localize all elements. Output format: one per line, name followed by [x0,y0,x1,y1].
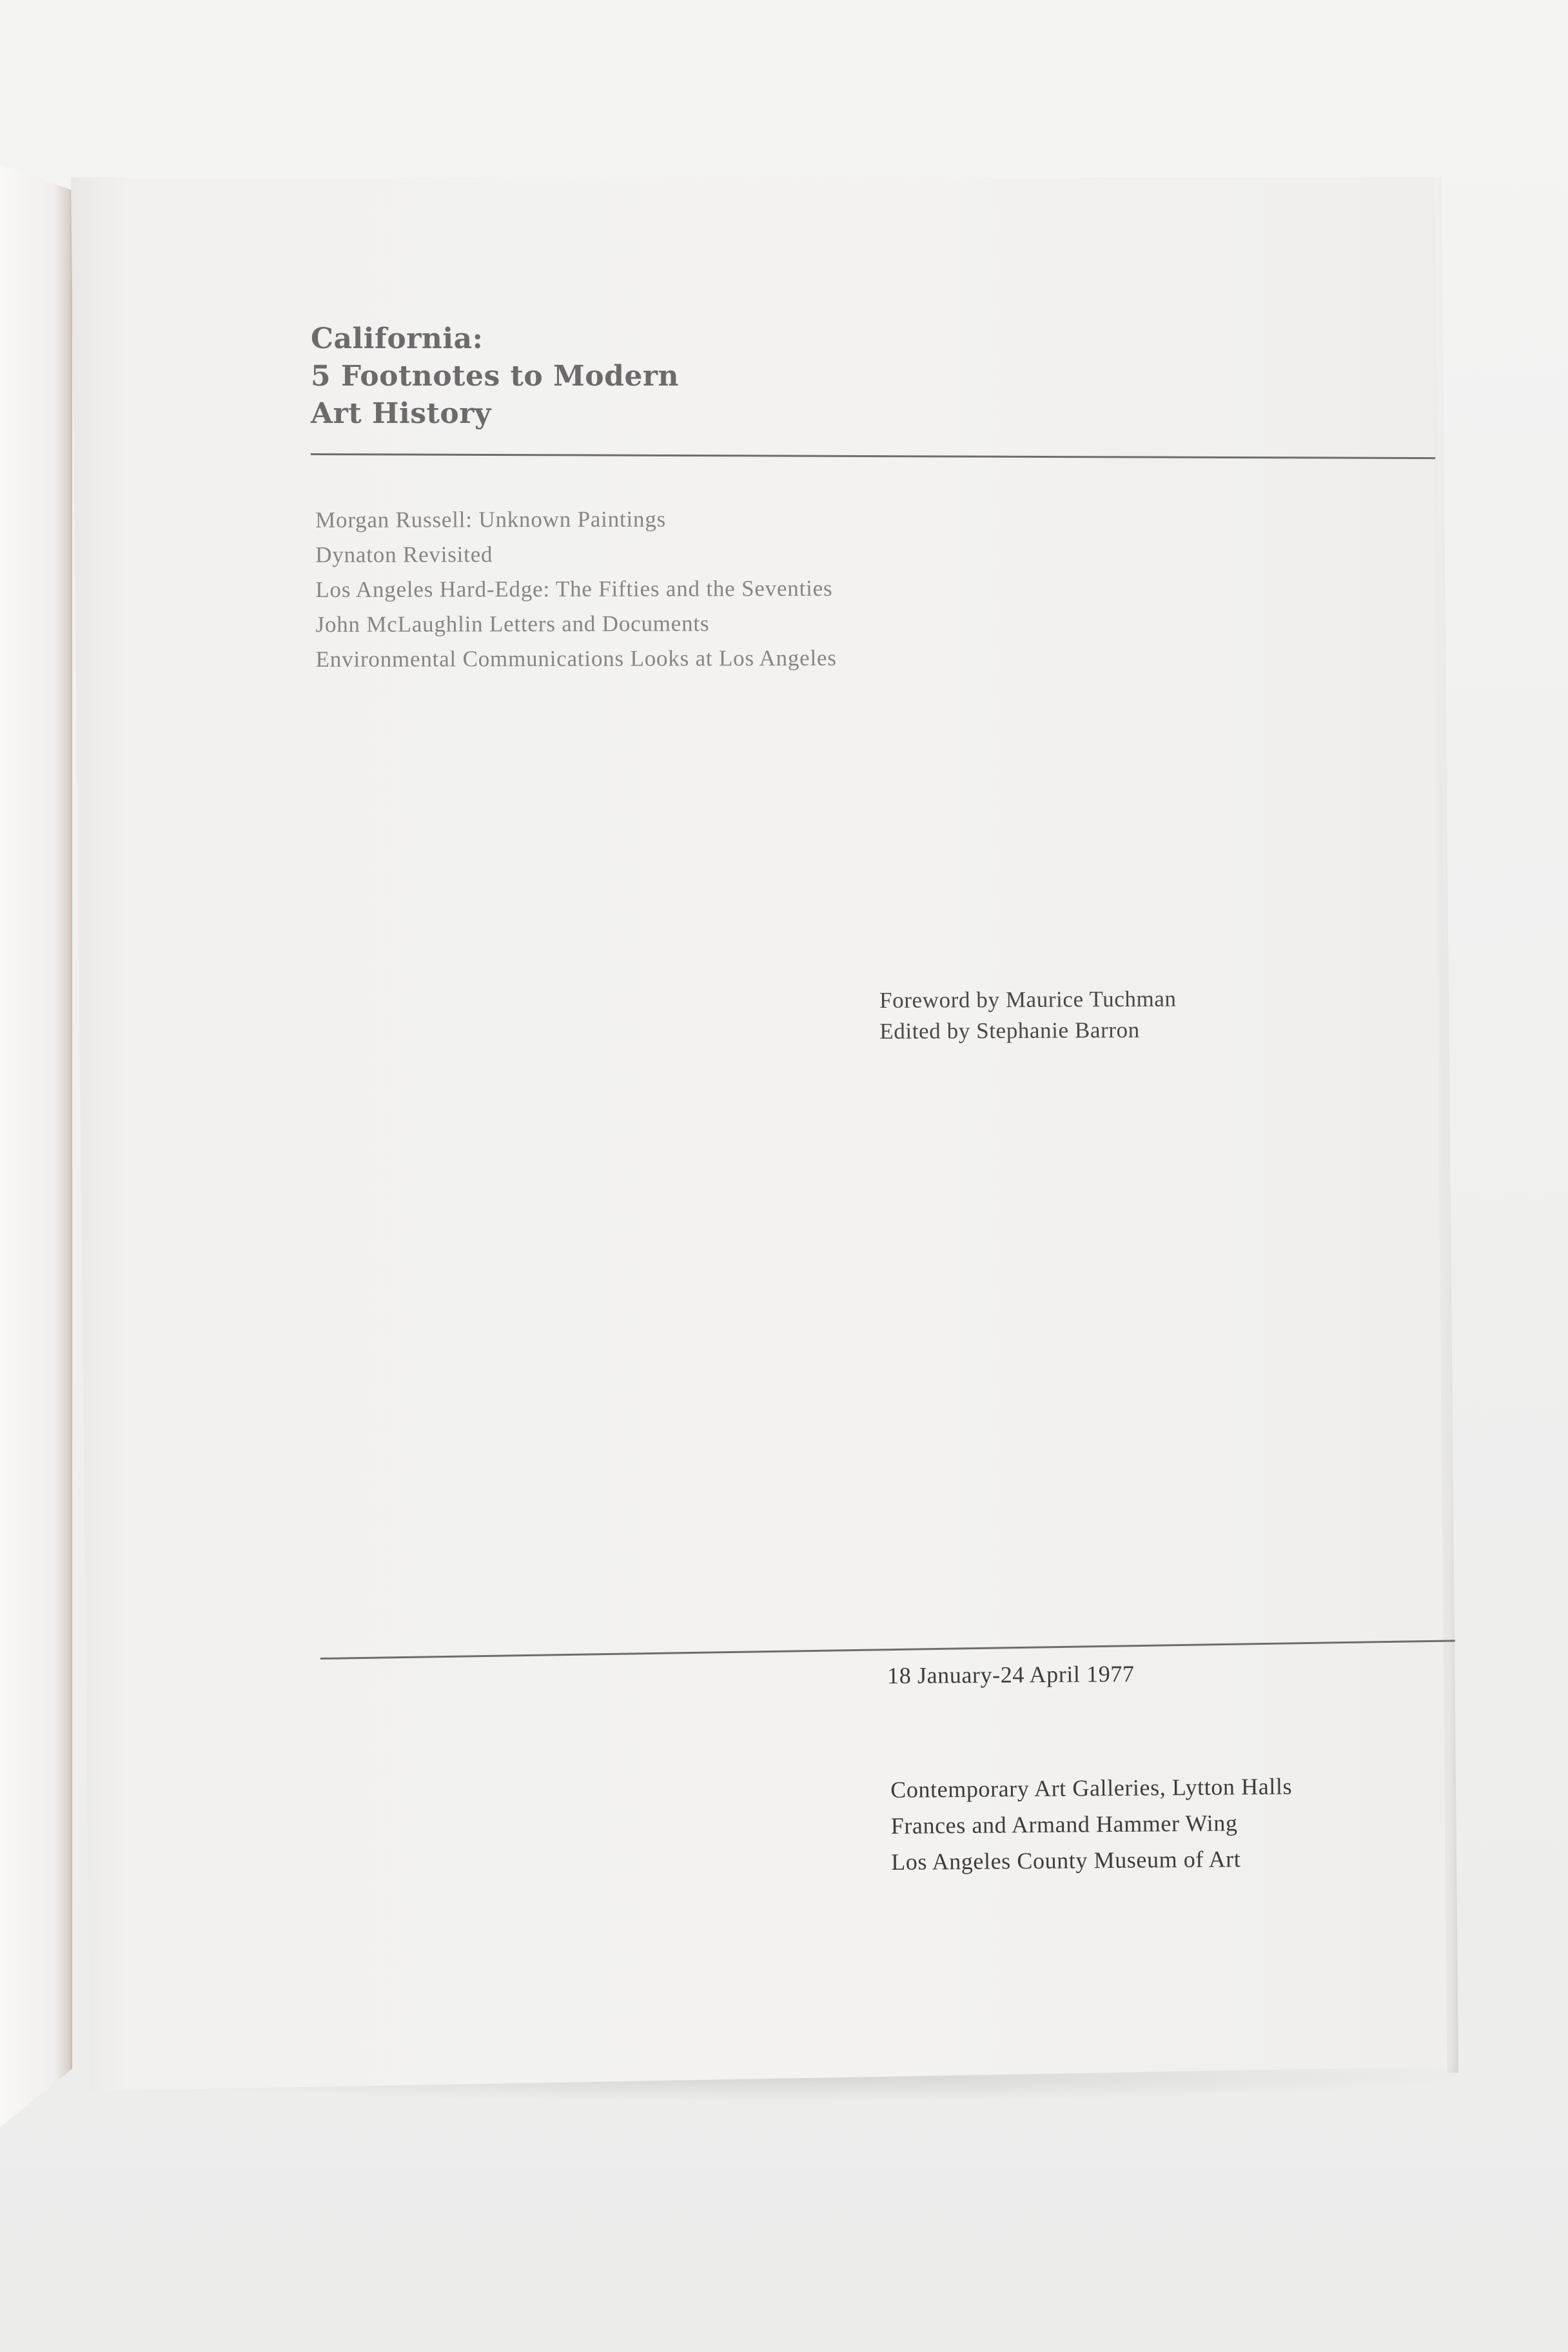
venue-line: Frances and Armand Hammer Wing [890,1810,1238,1839]
section-list [315,502,837,677]
foreword-credit: Foreword by Maurice Tuchman [879,986,1177,1013]
title-line: 5 Footnotes to Modern [311,360,680,393]
venue-block [890,1769,1293,1880]
editor-credit: Edited by Stephanie Barron [879,1017,1140,1044]
section-item: John McLaughlin Letters and Documents [315,611,710,637]
section-item: Morgan Russell: Unknown Paintings [315,506,667,533]
title-line: California: [311,322,484,355]
venue-line: Contemporary Art Galleries, Lytton Halls [890,1773,1293,1803]
section-item: Los Angeles Hard-Edge: The Fifties and the Seventies [315,575,833,602]
title-line: Art History [311,397,491,430]
credits-block [879,984,1177,1047]
book-title [311,320,679,433]
facing-page-edge [0,164,72,2128]
venue-line: Los Angeles County Museum of Art [891,1846,1241,1875]
exhibition-dates: 18 January-24 April 1977 [887,1660,1135,1689]
section-item: Environmental Communications Looks at Los Angeles [315,645,837,672]
section-item: Dynaton Revisited [315,542,493,567]
